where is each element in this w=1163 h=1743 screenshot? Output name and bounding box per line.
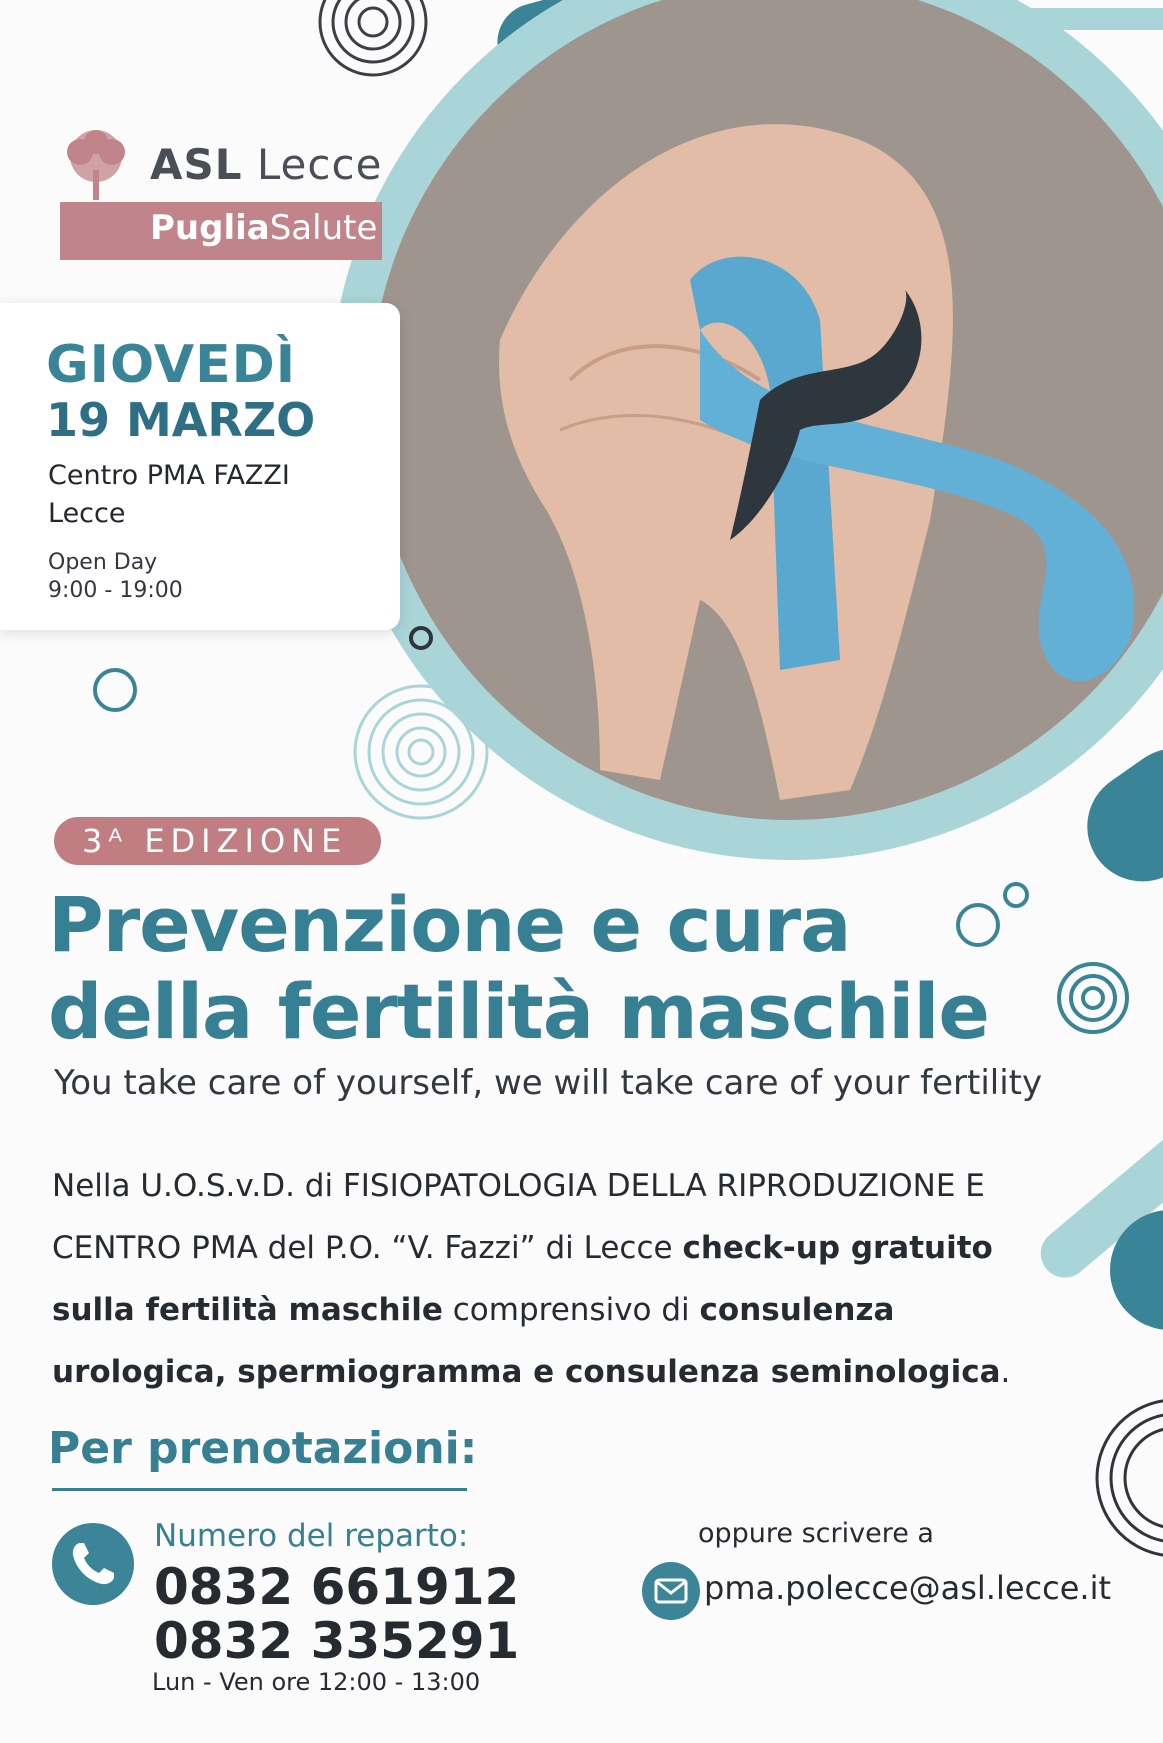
small-ring-icon: [1005, 884, 1027, 906]
teal-ring-icon: [95, 670, 135, 710]
event-day: GIOVEDÌ: [46, 335, 297, 395]
event-venue: Centro PMA FAZZI: [48, 460, 290, 491]
phone-number-2[interactable]: 0832 335291: [154, 1612, 520, 1670]
logo-subtitle: PugliaSalute: [150, 208, 378, 248]
small-ring-icon: [958, 905, 998, 945]
logo-name: ASL Lecce: [150, 140, 383, 189]
concentric-circles-mid-icon: [355, 686, 487, 818]
event-date: 19 MARZO: [46, 393, 316, 447]
booking-underline: [52, 1488, 467, 1491]
title-line-1: Prevenzione e cura: [48, 880, 851, 969]
phone-hours: Lun - Ven ore 12:00 - 13:00: [152, 1668, 481, 1696]
phone-label: Numero del reparto:: [154, 1518, 469, 1554]
concentric-circles-bottom-right-icon: [1097, 1400, 1163, 1556]
tree-icon: [56, 128, 136, 203]
event-city: Lecce: [48, 498, 126, 529]
phone-icon: [52, 1523, 134, 1605]
concentric-circles-right-icon: [1059, 964, 1127, 1032]
booking-heading: Per prenotazioni:: [48, 1423, 478, 1474]
mail-icon-badge: [642, 1562, 700, 1620]
edition-text: 3ᴬ EDIZIONE: [82, 822, 348, 860]
email-address[interactable]: pma.polecce@asl.lecce.it: [704, 1569, 1112, 1607]
tagline: You take care of yourself, we will take care of your fertility: [54, 1063, 1043, 1103]
open-day-hours: 9:00 - 19:00: [48, 578, 183, 603]
phone-number-1[interactable]: 0832 661912: [154, 1558, 520, 1616]
email-label: oppure scrivere a: [698, 1518, 934, 1549]
title-line-2: della fertilità maschile: [48, 967, 989, 1056]
phone-icon-badge: [52, 1523, 134, 1605]
mail-icon: [642, 1562, 700, 1620]
description: Nella U.O.S.v.D. di FISIOPATOLOGIA DELLA RIPRODUZIONE E CENTRO PMA del P.O. “V. Fazzi” di Lecce check-up gratuito sulla fertilità maschile comprensivo di consulenza urologica, spermiogramma e consulenza seminologica.: [52, 1168, 1011, 1390]
concentric-circles-top-icon: [320, 0, 426, 75]
open-day-label: Open Day: [48, 550, 158, 575]
